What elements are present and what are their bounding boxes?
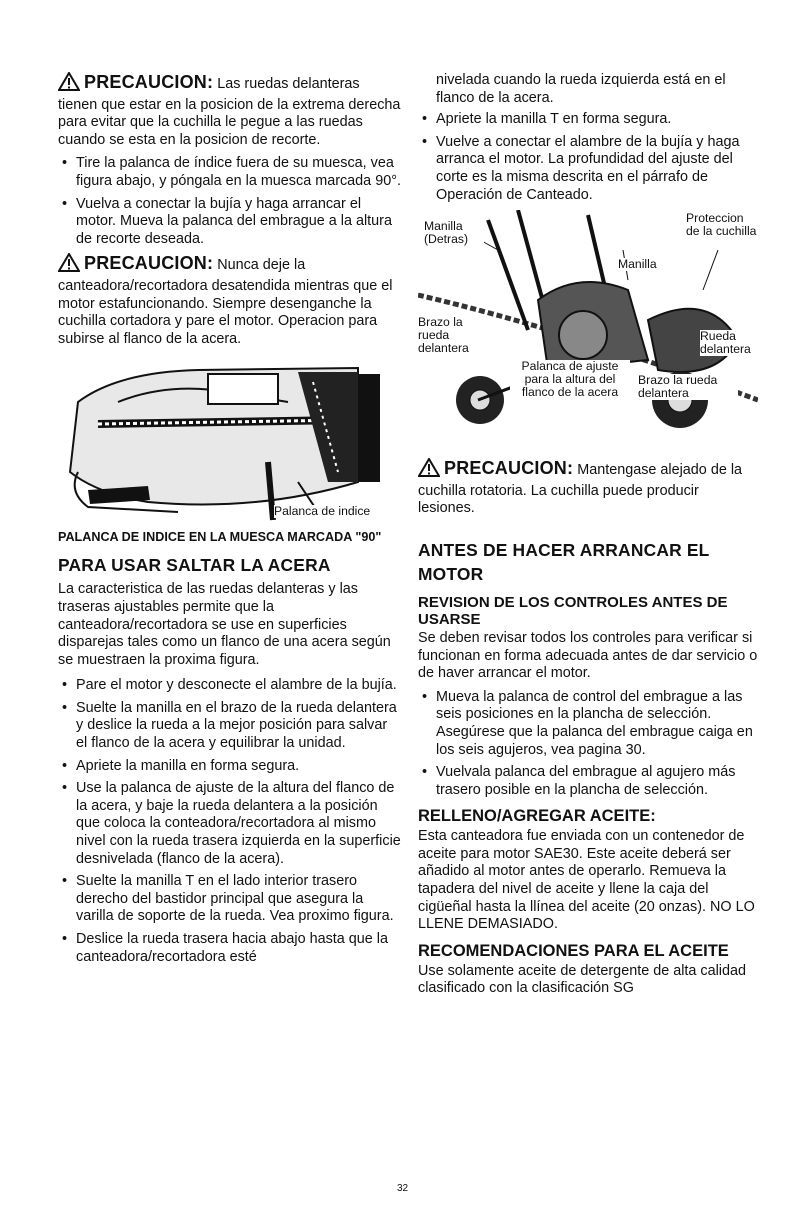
page-number: 32 <box>397 1183 409 1194</box>
caution-text: Mantengase alejado de la cuchilla rotatoria. La cuchilla puede producir lesiones. <box>418 462 743 517</box>
label-palanca-ajuste: Palanca de ajuste para la altura del flanco de la acera <box>510 360 630 399</box>
list-item: • Apriete la manilla T en forma segura. <box>422 111 672 128</box>
caution-text: Nunca deje la canteadora/recortadora desatendida mientras que el motor estafuncionando. Siempre desenganche la cuchilla cortadora y pare el motor. Operacion para subirse al flanco de la acera. <box>58 257 393 347</box>
warning-triangle-icon <box>58 253 80 278</box>
label-rueda-delantera: Rueda delantera <box>700 330 760 356</box>
list-item: • Vuelva a conectar la bujía y haga arrancar el motor. Mueva la palanca del embrague a la altura de recorte deseada. <box>62 195 392 247</box>
list-item: • Suelte la manilla T en el lado interior trasero derecho del bastidor principal que asegura la varilla de soporte de la rueda. Vea proximo figura. <box>62 873 394 925</box>
list-item: • Vuelvala palanca del embrague al agujero más trasero posible en la plancha de selección. <box>422 764 736 798</box>
curb-intro-paragraph: La caracteristica de las ruedas delanteras y las traseras ajustables permite que la canteadora/recortadora se use en superficies disparejas tales como un flanco de una acera según se muestraen la proxima figura. <box>58 581 391 668</box>
index-lever-illustration <box>58 362 402 524</box>
index-lever-figure <box>58 362 402 524</box>
right-column <box>418 72 758 998</box>
subheading-check-controls: REVISION DE LOS CONTROLES ANTES DE USARSE <box>418 593 728 628</box>
caution-label: PRECAUCION: <box>84 253 214 274</box>
label-manilla-detras: Manilla (Detras) <box>424 220 484 246</box>
caution-front-wheels <box>58 72 402 149</box>
warning-triangle-icon <box>418 458 440 483</box>
section-heading-before-start: ANTES DE HACER ARRANCAR EL MOTOR <box>418 539 710 584</box>
list-item: • Apriete la manilla en forma segura. <box>62 757 300 774</box>
label-brazo-rueda-delantera: Brazo la rueda delantera <box>638 374 738 400</box>
section-heading-curb: PARA USAR SALTAR LA ACERA <box>58 555 331 576</box>
list-item: • Mueva la palanca de control del embrague a las seis posiciones en la plancha de selección. Asegúrese que la palanca del embrague caiga en los seis agujeros, vea pagina 30. <box>422 688 753 758</box>
index-lever-label: Palanca de indice <box>274 504 371 519</box>
list-item: • Suelte la manilla en el brazo de la rueda delantera y deslice la rueda a la mejor posición para salvar el flanco de la acera y equilibrar la unidad. <box>62 699 397 752</box>
caution-text: Las ruedas delanteras tienen que estar en la posicion de la extrema derecha para evitar que la cuchilla le pegue a las ruedas cuando se esta en la posicion de recorte. <box>58 76 401 148</box>
bullet-list-tighten <box>418 111 758 204</box>
label-brazo-rueda: Brazo la rueda delantera <box>418 316 474 355</box>
label-proteccion-cuchilla: Proteccion de la cuchilla <box>686 212 760 238</box>
oil-fill-paragraph: Esta canteadora fue enviada con un contenedor de aceite para motor SAE30. Este aceite deberá ser añadido al motor antes de operarlo. Remueva la tapadera del nivel de aceite y llene la caja del cigüeñal hasta la llínea del aceite (20 onzas). NO LO LLENE DEMASIADO. <box>418 828 755 933</box>
bullet-list-curb-steps <box>58 677 402 966</box>
label-manilla: Manilla <box>618 257 657 272</box>
list-item: • Pare el motor y desconecte el alambre de la bujía. <box>62 677 397 694</box>
figure-caption: PALANCA DE INDICE EN LA MUESCA MARCADA "90" <box>58 530 382 545</box>
oil-recommendations-paragraph: Use solamente aceite de detergente de alta calidad clasificado con la clasificación SG <box>418 962 747 997</box>
list-item: • Use la palanca de ajuste de la altura del flanco de la acera, y baje la rueda delantera a la posición que coloca la conteadora/recortadora al mismo nivel con la rueda trasera izquierda en la superficie desnivelada (flanco de la acera). <box>62 780 401 867</box>
list-item: • Tire la palanca de índice fuera de su muesca, vea figura abajo, y póngala en la muesca marcada 90°. <box>62 155 401 189</box>
caution-label: PRECAUCION: <box>84 72 214 92</box>
check-controls-paragraph: Se deben revisar todos los controles para verificar si funcionan en forma adecuada antes de dar servicio o de haver arrancar el motor. <box>418 629 758 682</box>
warning-triangle-icon <box>58 72 80 97</box>
subheading-oil-fill: RELLENO/AGREGAR ACEITE: <box>418 807 656 826</box>
caution-rotating-blade <box>418 458 758 518</box>
subheading-oil-recommendations: RECOMENDACIONES PARA EL ACEITE <box>418 941 729 960</box>
edger-figure <box>418 210 758 450</box>
caution-label: PRECAUCION: <box>444 458 574 479</box>
caution-unattended <box>58 253 402 348</box>
left-column <box>58 72 402 971</box>
list-item: • Deslice la rueda trasera hacia abajo hasta que la canteadora/recortadora esté <box>62 931 388 965</box>
list-item: • Vuelve a conectar el alambre de la bujía y haga arranca el motor. La profundidad del ajuste del corte es la misma descrita en el párrafo de Operación de Canteado. <box>422 133 740 203</box>
continued-text: nivelada cuando la rueda izquierda está en el flanco de la acera. <box>436 72 726 106</box>
bullet-list-clutch <box>418 689 758 800</box>
bullet-list-index-lever <box>58 155 402 248</box>
